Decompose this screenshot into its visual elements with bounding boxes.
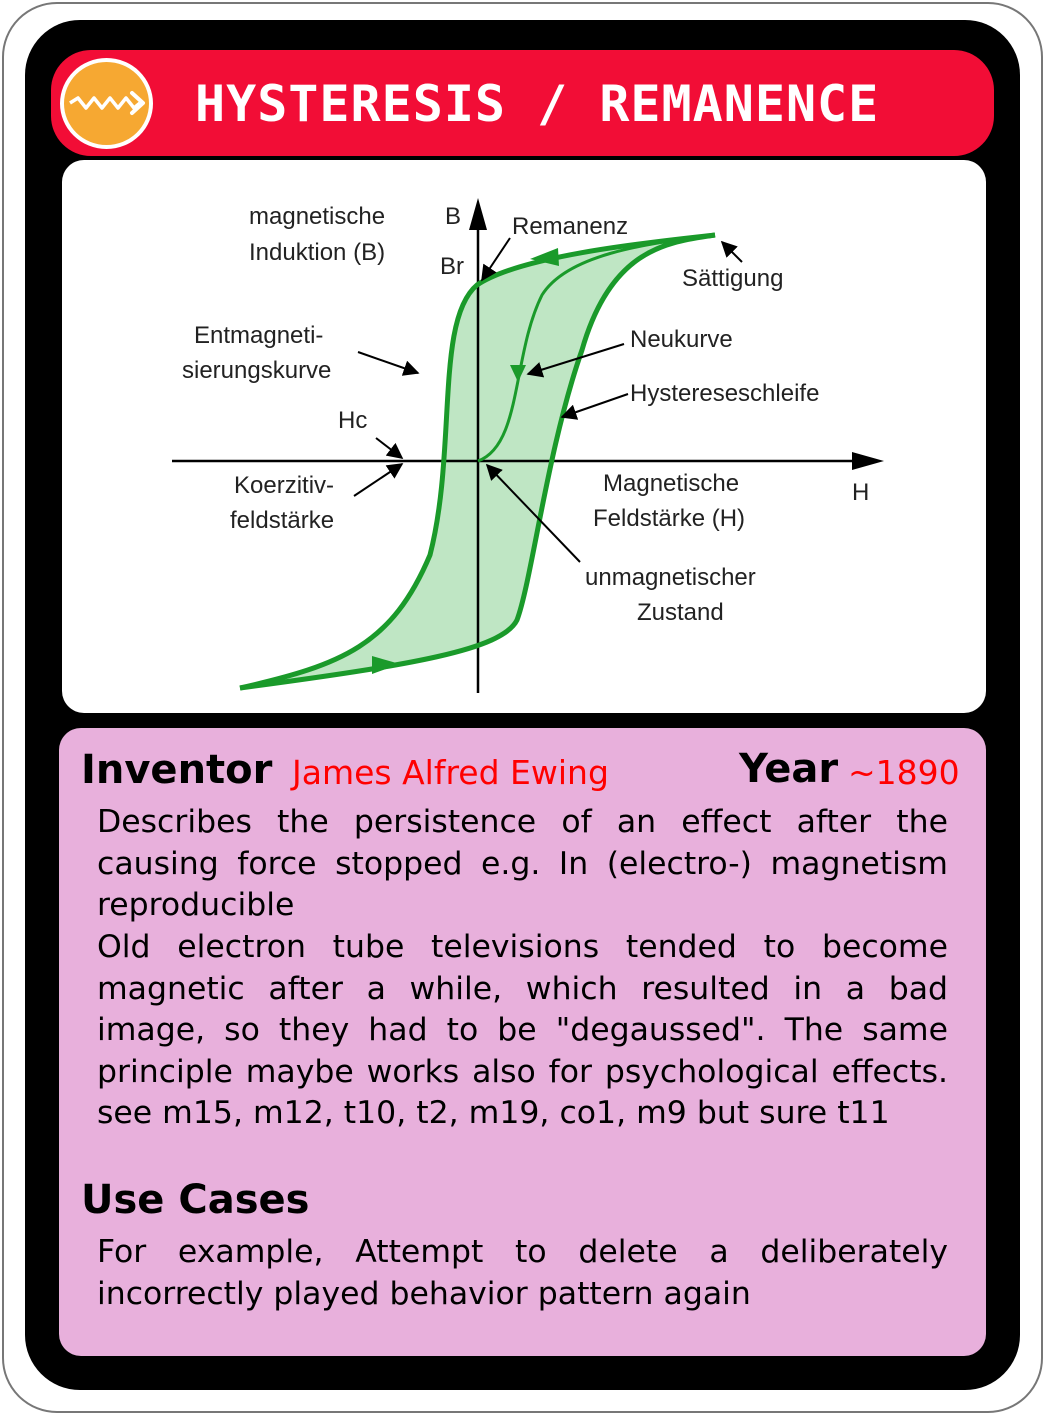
h-axis-arrow	[852, 452, 884, 470]
use-cases-text: For example, Attempt to delete a deliberately incorrectly played behavior pattern again	[97, 1234, 948, 1312]
saettigung-pointer	[722, 242, 742, 262]
label-koerzitiv: Koerzitiv- feldstärke	[230, 472, 335, 534]
label-feldstaerke: Magnetische Feldstärke (H)	[593, 470, 746, 532]
hc-pointer	[376, 438, 402, 458]
label-unmagnetisch: unmagnetischer Zustand	[585, 564, 756, 626]
label-hc: Hc	[338, 407, 368, 434]
inventor-label: Inventor	[81, 747, 273, 793]
diagram-panel	[62, 160, 986, 713]
label-neukurve: Neukurve	[630, 326, 733, 353]
label-entmagnetisierung: Entmagneti- sierungskurve	[182, 322, 332, 384]
b-axis-arrow	[469, 198, 487, 230]
year-label: Year	[739, 746, 839, 792]
label-hystereseschleife: Hystereseschleife	[630, 380, 820, 407]
label-axis-h: H	[852, 479, 870, 506]
description-paragraph-2: Old electron tube televisions tended to become magnetic after a while, which resulted in a bad image, so they had to be "degaussed". The same principle maybe works also for psychological effects. see m15, m12, t10, t2, m19, co1, m9 but sure t11	[97, 929, 948, 1132]
description-paragraph-1: Describes the persistence of an effect after the causing force stopped e.g. In (electro-) magnetism reproducible	[97, 804, 948, 924]
hystereseschleife-pointer	[562, 394, 628, 417]
hysteresis-diagram	[62, 160, 986, 713]
year-value: ~1890	[848, 753, 960, 792]
entmag-pointer	[358, 352, 418, 373]
use-cases-heading: Use Cases	[81, 1177, 310, 1223]
inventor-value: James Alfred Ewing	[292, 753, 609, 792]
label-br: Br	[440, 253, 464, 280]
koerzitiv-pointer	[354, 464, 402, 496]
label-remanenz: Remanenz	[512, 213, 629, 240]
label-induction: magnetische Induktion (B)	[249, 203, 386, 266]
card-title: HYSTERESIS / REMANENCE	[195, 75, 880, 133]
label-axis-b: B	[445, 203, 462, 230]
label-saettigung: Sättigung	[682, 265, 784, 292]
zigzag-arrow-icon	[60, 58, 153, 149]
